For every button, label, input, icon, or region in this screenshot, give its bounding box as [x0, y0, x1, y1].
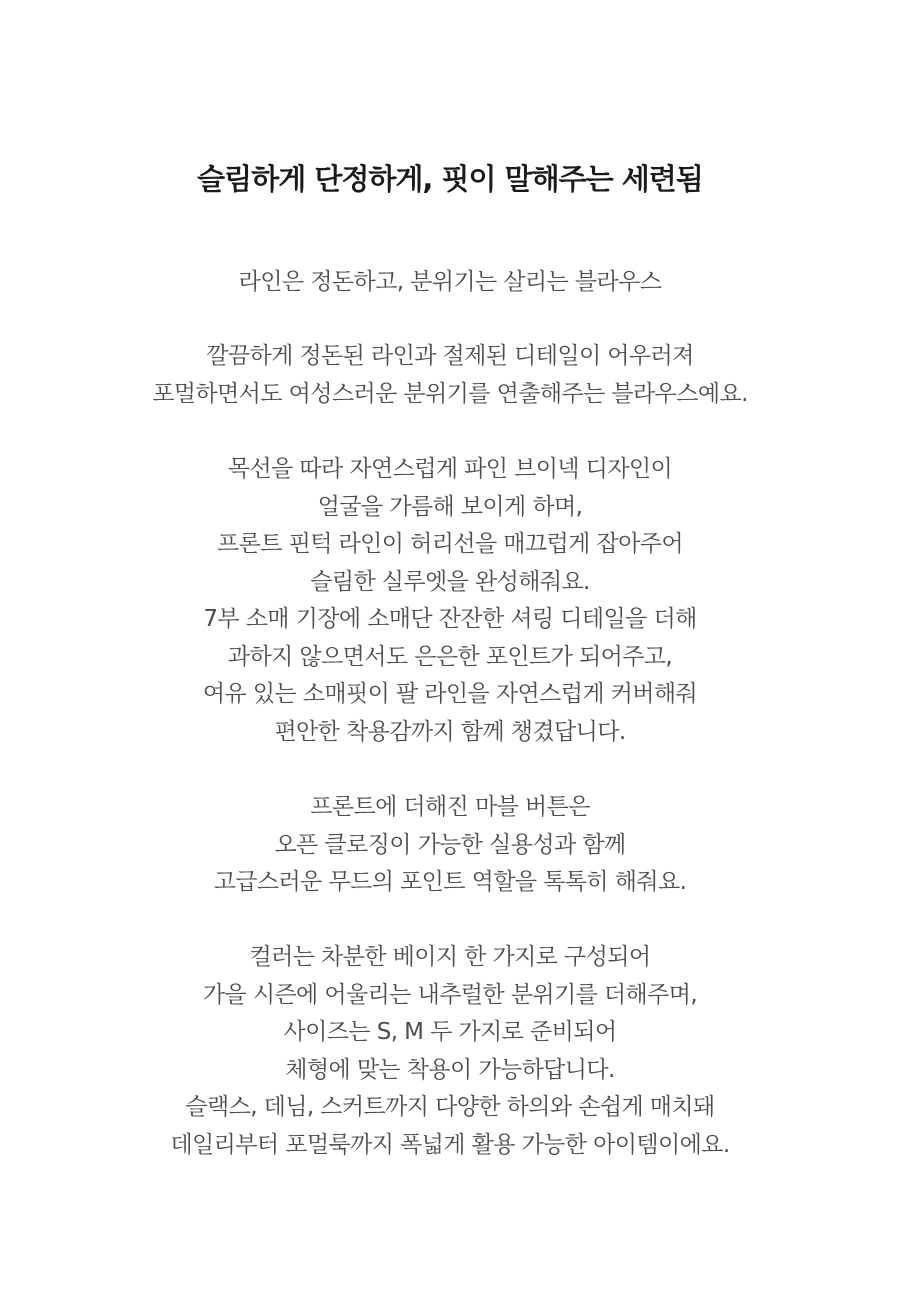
paragraph-line: 오픈 클로징이 가능한 실용성과 함께: [274, 831, 626, 858]
paragraph-line: 프론트 핀턱 라인이 허리선을 매끄럽게 잡아주어: [217, 531, 683, 557]
paragraph-line: 여유 있는 소매핏이 팔 라인을 자연스럽게 커버해줘: [202, 681, 698, 707]
paragraph-line: 목선을 따라 자연스럽게 파인 브이넥 디자인이: [227, 456, 673, 482]
paragraph-fit-overview: [0, 338, 900, 413]
intro-text: [0, 264, 900, 302]
paragraph-line: 슬림한 실루엣을 완성해줘요.: [310, 568, 590, 595]
paragraph-line: 얼굴을 가름해 보이게 하며,: [317, 493, 583, 520]
paragraph-line: 가을 시즌에 어울리는 내추럴한 분위기를 더해주며,: [202, 981, 698, 1008]
paragraph-line: 고급스러운 무드의 포인트 역할을 톡톡히 해줘요.: [213, 869, 687, 895]
paragraph-line: 데일리부터 포멀룩까지 폭넓게 활용 가능한 아이템이에요.: [170, 1131, 730, 1158]
paragraph-line: 체형에 맞는 착용이 가능하답니다.: [285, 1056, 615, 1083]
paragraph-button-details: [0, 789, 900, 902]
intro-line: 라인은 정돈하고, 분위기는 살리는 블라우스: [238, 269, 662, 295]
paragraph-line: 컬러는 차분한 베이지 한 가지로 구성되어: [249, 944, 651, 970]
paragraph-line: 슬랙스, 데님, 스커트까지 다양한 하의와 손쉽게 매치돼: [185, 1094, 715, 1120]
paragraph-line: 7부 소매 기장에 소매단 잔잔한 셔링 디테일을 더해: [203, 606, 697, 632]
paragraph-color-size: [0, 939, 900, 1164]
paragraph-line: 과하지 않으면서도 은은한 포인트가 되어주고,: [227, 643, 673, 670]
paragraph-line: 편안한 착용감까지 함께 챙겼답니다.: [274, 718, 626, 745]
paragraph-line: 깔끔하게 정돈된 라인과 절제된 디테일이 어우러져: [206, 343, 694, 369]
headline: 슬림하게 단정하게, 핏이 말해주는 세련됨: [197, 162, 703, 196]
paragraph-line: 사이즈는 S, M 두 가지로 준비되어: [283, 1019, 617, 1045]
paragraph-line: 프론트에 더해진 마블 버튼은: [310, 794, 590, 820]
paragraph-line: 포멀하면서도 여성스러운 분위기를 연출해주는 블라우스예요.: [152, 380, 748, 407]
paragraph-design-details: [0, 451, 900, 751]
